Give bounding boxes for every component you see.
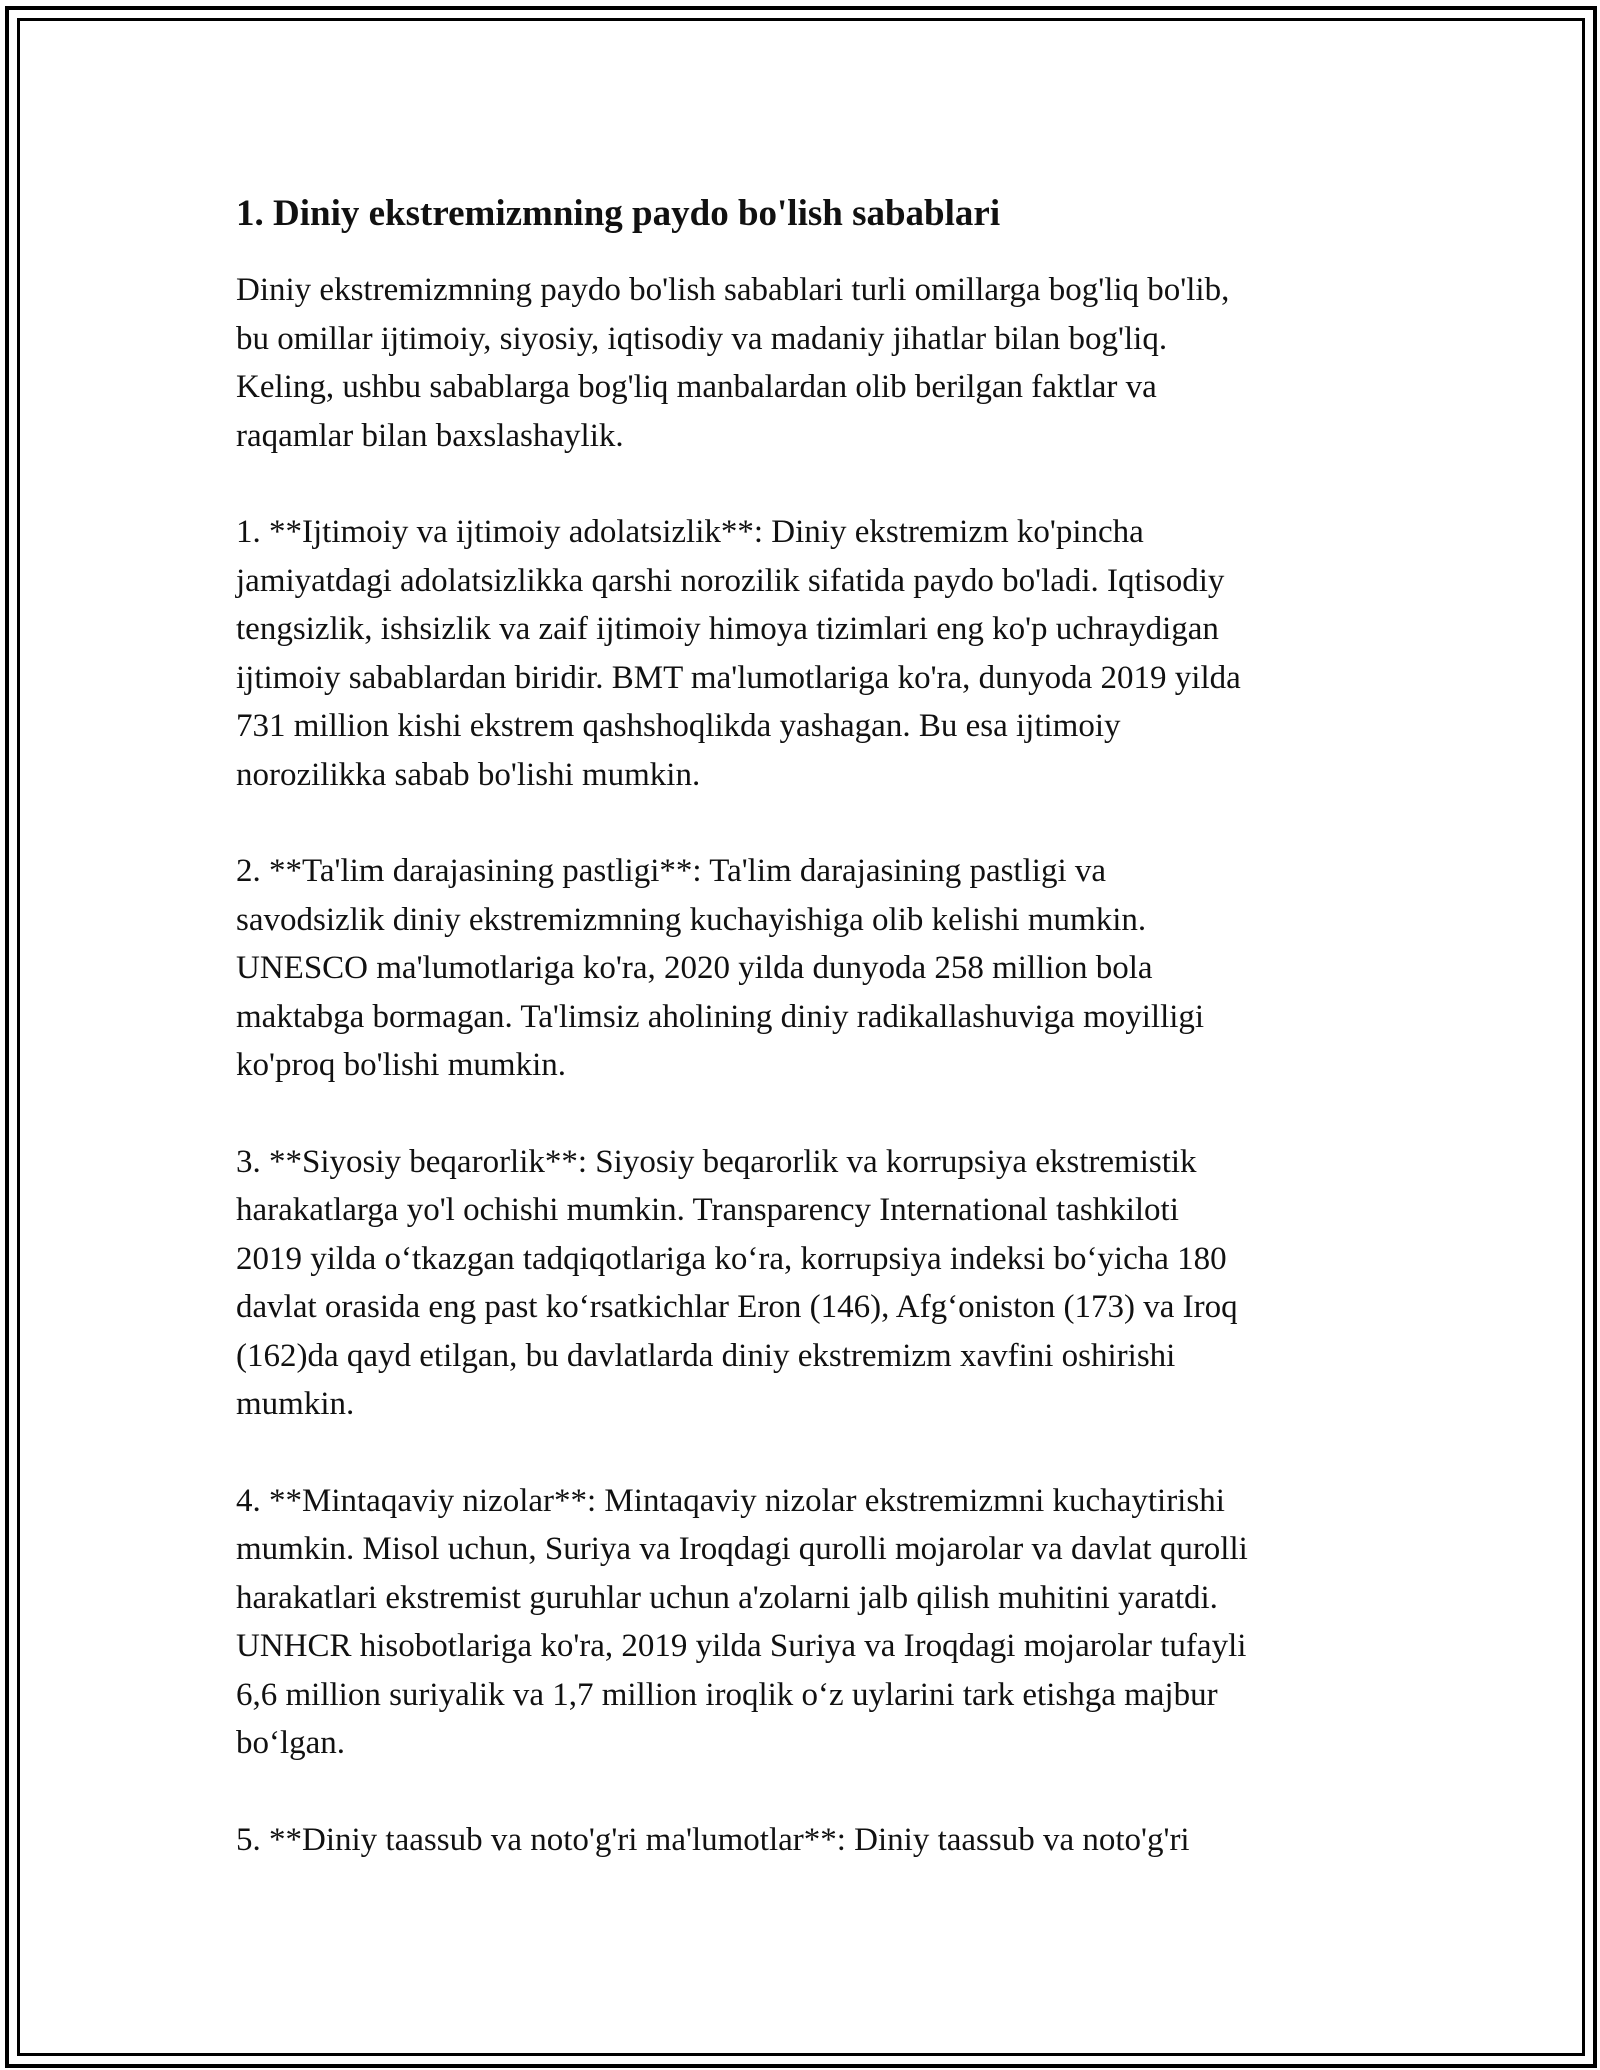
text-line: 731 million kishi ekstrem qashshoqlikda yashagan. Bu esa ijtimoiy	[236, 708, 1121, 744]
item-paragraph-3	[236, 1138, 1376, 1429]
paragraph-gap	[236, 460, 1376, 508]
text-line: harakatlarga yo'l ochishi mumkin. Transparency International tashkiloti	[236, 1192, 1179, 1228]
item-paragraph-2	[236, 847, 1376, 1090]
text-line: (162)da qayd etilgan, bu davlatlarda diniy ekstremizm xavfini oshirishi	[236, 1337, 1176, 1374]
text-line: raqamlar bilan baxslashaylik.	[236, 417, 624, 454]
text-line: harakatlari ekstremist guruhlar uchun a'zolarni jalb qilish muhitini yaratdi.	[236, 1579, 1218, 1616]
text-line: 5. **Diniy taassub va noto'g'ri ma'lumotlar**: Diniy taassub va noto'g'ri	[236, 1821, 1190, 1858]
text-line: ko'proq bo'lishi mumkin.	[236, 1047, 566, 1083]
paragraph-gap	[236, 1429, 1376, 1477]
text-line: bu omillar ijtimoiy, siyosiy, iqtisodiy va madaniy jihatlar bilan bog'liq.	[236, 320, 1168, 357]
intro-paragraph	[236, 266, 1376, 460]
text-line: 6,6 million suriyalik va 1,7 million iroqlik oʻz uylarini tark etishga majbur	[236, 1676, 1218, 1713]
text-line: Diniy ekstremizmning paydo bo'lish sabablari turli omillarga bog'liq bo'lib,	[236, 272, 1230, 308]
item-paragraph-1	[236, 508, 1376, 799]
text-line: 4. **Mintaqaviy nizolar**: Mintaqaviy nizolar ekstremizmni kuchaytirishi	[236, 1482, 1225, 1519]
section-heading: 1. Diniy ekstremizmning paydo bo'lish sabablari	[236, 193, 1001, 234]
text-line: UNHCR hisobotlariga ko'ra, 2019 yilda Suriya va Iroqdagi mojarolar tufayli	[236, 1628, 1247, 1664]
text-line: UNESCO ma'lumotlariga ko'ra, 2020 yilda dunyoda 258 million bola	[236, 950, 1153, 986]
text-line: norozilikka sabab bo'lishi mumkin.	[236, 756, 701, 793]
text-line: 3. **Siyosiy beqarorlik**: Siyosiy beqarorlik va korrupsiya ekstremistik	[236, 1143, 1197, 1180]
document-body	[236, 186, 1376, 1864]
item-paragraph-4	[236, 1477, 1376, 1768]
text-line: davlat orasida eng past koʻrsatkichlar Eron (146), Afgʻoniston (173) va Iroq	[236, 1289, 1238, 1325]
text-line: jamiyatdagi adolatsizlikka qarshi norozilik sifatida paydo bo'ladi. Iqtisodiy	[236, 562, 1225, 599]
text-line: 2. **Ta'lim darajasining pastligi**: Ta'lim darajasining pastligi va	[236, 853, 1107, 889]
text-line: boʻlgan.	[236, 1725, 346, 1761]
paragraph-gap	[236, 799, 1376, 847]
text-line: tengsizlik, ishsizlik va zaif ijtimoiy himoya tizimlari eng ko'p uchraydigan	[236, 611, 1219, 647]
text-line: 1. **Ijtimoiy va ijtimoiy adolatsizlik**: Diniy ekstremizm ko'pincha	[236, 514, 1144, 550]
text-line: Keling, ushbu sabablarga bog'liq manbalardan olib berilgan faktlar va	[236, 369, 1157, 405]
text-line: mumkin. Misol uchun, Suriya va Iroqdagi qurolli mojarolar va davlat qurolli	[236, 1531, 1248, 1567]
paragraph-gap	[236, 1090, 1376, 1138]
item-paragraph-5	[236, 1816, 1376, 1865]
text-line: maktabga bormagan. Ta'limsiz aholining diniy radikallashuviga moyilligi	[236, 998, 1205, 1035]
text-line: mumkin.	[236, 1386, 355, 1422]
paragraph-gap	[236, 1768, 1376, 1816]
text-line: 2019 yilda oʻtkazgan tadqiqotlariga koʻra, korrupsiya indeksi boʻyicha 180	[236, 1240, 1227, 1277]
text-line: savodsizlik diniy ekstremizmning kuchayishiga olib kelishi mumkin.	[236, 901, 1147, 938]
text-line: ijtimoiy sabablardan biridir. BMT ma'lumotlariga ko'ra, dunyoda 2019 yilda	[236, 659, 1241, 696]
